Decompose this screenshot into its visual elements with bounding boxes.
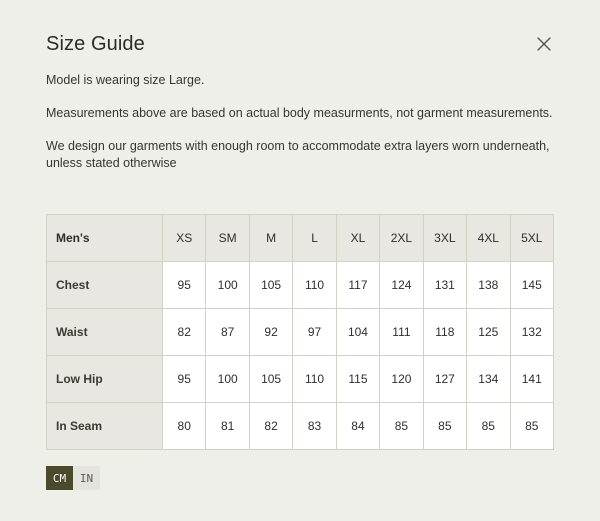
size-header: 4XL [467, 215, 510, 262]
table-cell: 127 [423, 356, 466, 403]
table-cell: 85 [380, 403, 423, 450]
table-cell: 95 [163, 356, 206, 403]
size-header: 5XL [510, 215, 554, 262]
table-header-row [47, 215, 554, 262]
size-table [46, 214, 554, 450]
table-cell: 104 [336, 309, 379, 356]
row-label: Chest [47, 262, 163, 309]
unit-in-button[interactable]: IN [73, 466, 100, 490]
table-cell: 145 [510, 262, 554, 309]
table-cell: 100 [206, 262, 249, 309]
table-row [47, 309, 554, 356]
row-label: Waist [47, 309, 163, 356]
row-label: In Seam [47, 403, 163, 450]
page-title: Size Guide [46, 33, 145, 55]
size-header: XS [163, 215, 206, 262]
size-header: M [249, 215, 292, 262]
unit-cm-button[interactable]: CM [46, 466, 73, 490]
table-cell: 97 [293, 309, 336, 356]
table-cell: 83 [293, 403, 336, 450]
table-cell: 82 [163, 309, 206, 356]
close-icon [534, 34, 554, 54]
table-cell: 131 [423, 262, 466, 309]
table-cell: 100 [206, 356, 249, 403]
table-cell: 132 [510, 309, 554, 356]
size-header: L [293, 215, 336, 262]
table-cell: 115 [336, 356, 379, 403]
table-cell: 92 [249, 309, 292, 356]
table-cell: 120 [380, 356, 423, 403]
table-cell: 110 [293, 262, 336, 309]
table-cell: 111 [380, 309, 423, 356]
table-cell: 81 [206, 403, 249, 450]
measurement-note: Measurements above are based on actual body measurments, not garment measurements. [46, 106, 553, 120]
close-button[interactable] [534, 34, 554, 54]
size-header: 3XL [423, 215, 466, 262]
table-cell: 118 [423, 309, 466, 356]
size-header: 2XL [380, 215, 423, 262]
model-note: Model is wearing size Large. [46, 73, 205, 87]
table-cell: 95 [163, 262, 206, 309]
table-cell: 82 [249, 403, 292, 450]
table-cell: 84 [336, 403, 379, 450]
table-cell: 105 [249, 356, 292, 403]
row-label: Low Hip [47, 356, 163, 403]
table-cell: 138 [467, 262, 510, 309]
table-cell: 117 [336, 262, 379, 309]
table-cell: 125 [467, 309, 510, 356]
table-cell: 134 [467, 356, 510, 403]
table-cell: 87 [206, 309, 249, 356]
table-cell: 85 [423, 403, 466, 450]
table-cell: 80 [163, 403, 206, 450]
table-row [47, 403, 554, 450]
table-cell: 141 [510, 356, 554, 403]
unit-toggle [46, 466, 100, 490]
table-cell: 105 [249, 262, 292, 309]
fit-note: We design our garments with enough room to accommodate extra layers worn underneath, unless stated otherwise [46, 139, 550, 170]
size-header: SM [206, 215, 249, 262]
table-corner-label: Men's [47, 215, 163, 262]
table-cell: 124 [380, 262, 423, 309]
table-cell: 110 [293, 356, 336, 403]
table-cell: 85 [467, 403, 510, 450]
table-row [47, 262, 554, 309]
table-row [47, 356, 554, 403]
table-cell: 85 [510, 403, 554, 450]
size-header: XL [336, 215, 379, 262]
